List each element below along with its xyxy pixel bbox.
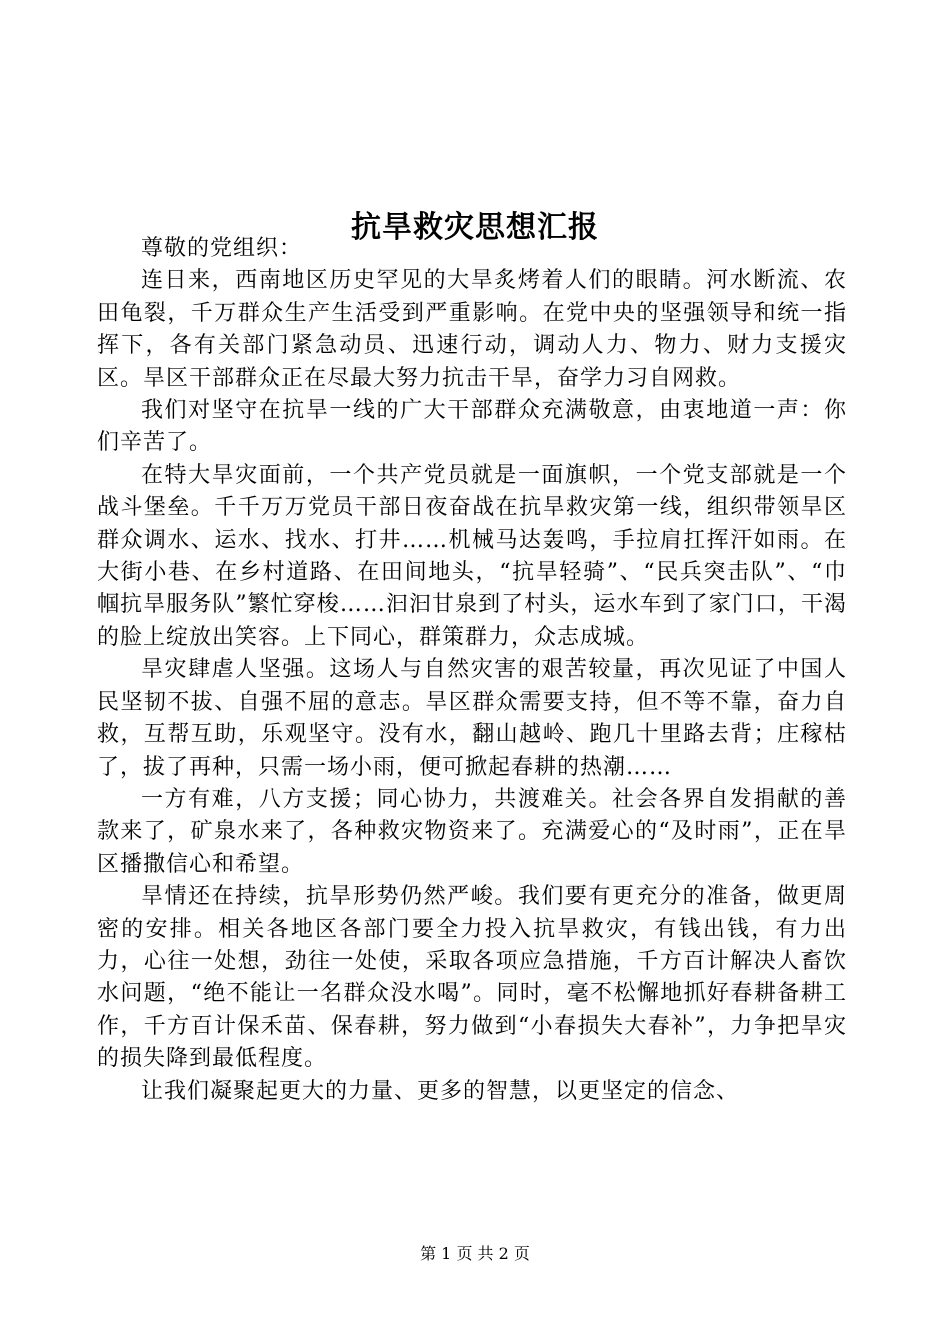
paragraph: 旱灾肆虐人坚强。这场人与自然灾害的艰苦较量，再次见证了中国人民坚韧不拔、自强不屈的意志。旱区群众需要支持，但不等不靠，奋力自救，互帮互助，乐观坚守。没有水，翻山越岭、跑几十里路去背；庄稼枯了，拔了再种，只需一场小雨，便可掀起春耕的热潮……: [97, 657, 847, 780]
paragraph: 旱情还在持续，抗旱形势仍然严峻。我们要有更充分的准备，做更周密的安排。相关各地区各部门要全力投入抗旱救灾，有钱出钱，有力出力，心往一处想，劲往一处使，采取各项应急措施，千方百计解决人畜饮水问题，“绝不能让一名群众没水喝”。同时，毫不松懈地抓好春耕备耕工作，千方百计保禾苗、保春耕，努力做到“小春损失大春补”，力争把旱灾的损失降到最低程度。: [97, 884, 847, 1072]
salutation: 尊敬的党组织：: [141, 236, 303, 261]
document-body: [97, 233, 847, 1108]
paragraph: 连日来，西南地区历史罕见的大旱炙烤着人们的眼睛。河水断流、农田龟裂，千万群众生产生活受到严重影响。在党中央的坚强领导和统一指挥下，各有关部门紧急动员、迅速行动，调动人力、物力、财力支援灾区。旱区干部群众正在尽最大努力抗击干旱，奋学力习自网救。: [97, 268, 847, 391]
document-title: 抗旱救灾思想汇报: [351, 210, 599, 246]
paragraph: 在特大旱灾面前，一个共产党员就是一面旗帜，一个党支部就是一个战斗堡垒。千千万万党员干部日夜奋战在抗旱救灾第一线，组织带领旱区群众调水、运水、找水、打井……机械马达轰鸣，手拉肩扛挥汗如雨。在大街小巷、在乡村道路、在田间地头，“抗旱轻骑”、“民兵突击队”、“巾帼抗旱服务队”繁忙穿梭……汩汩甘泉到了村头，运水车到了家门口，干渴的脸上绽放出笑容。上下同心，群策群力，众志成城。: [97, 462, 847, 650]
paragraph: 一方有难，八方支援；同心协力，共渡难关。社会各界自发捐献的善款来了，矿泉水来了，各种救灾物资来了。充满爱心的“及时雨”，正在旱区播撒信心和希望。: [97, 786, 847, 877]
paragraph: 让我们凝聚起更大的力量、更多的智慧，以更坚定的信念、: [141, 1078, 740, 1104]
paragraph: 我们对坚守在抗旱一线的广大干部群众充满敬意，由衷地道一声：你们辛苦了。: [97, 398, 847, 456]
page-footer: 第 1 页 共 2 页: [420, 1244, 530, 1263]
